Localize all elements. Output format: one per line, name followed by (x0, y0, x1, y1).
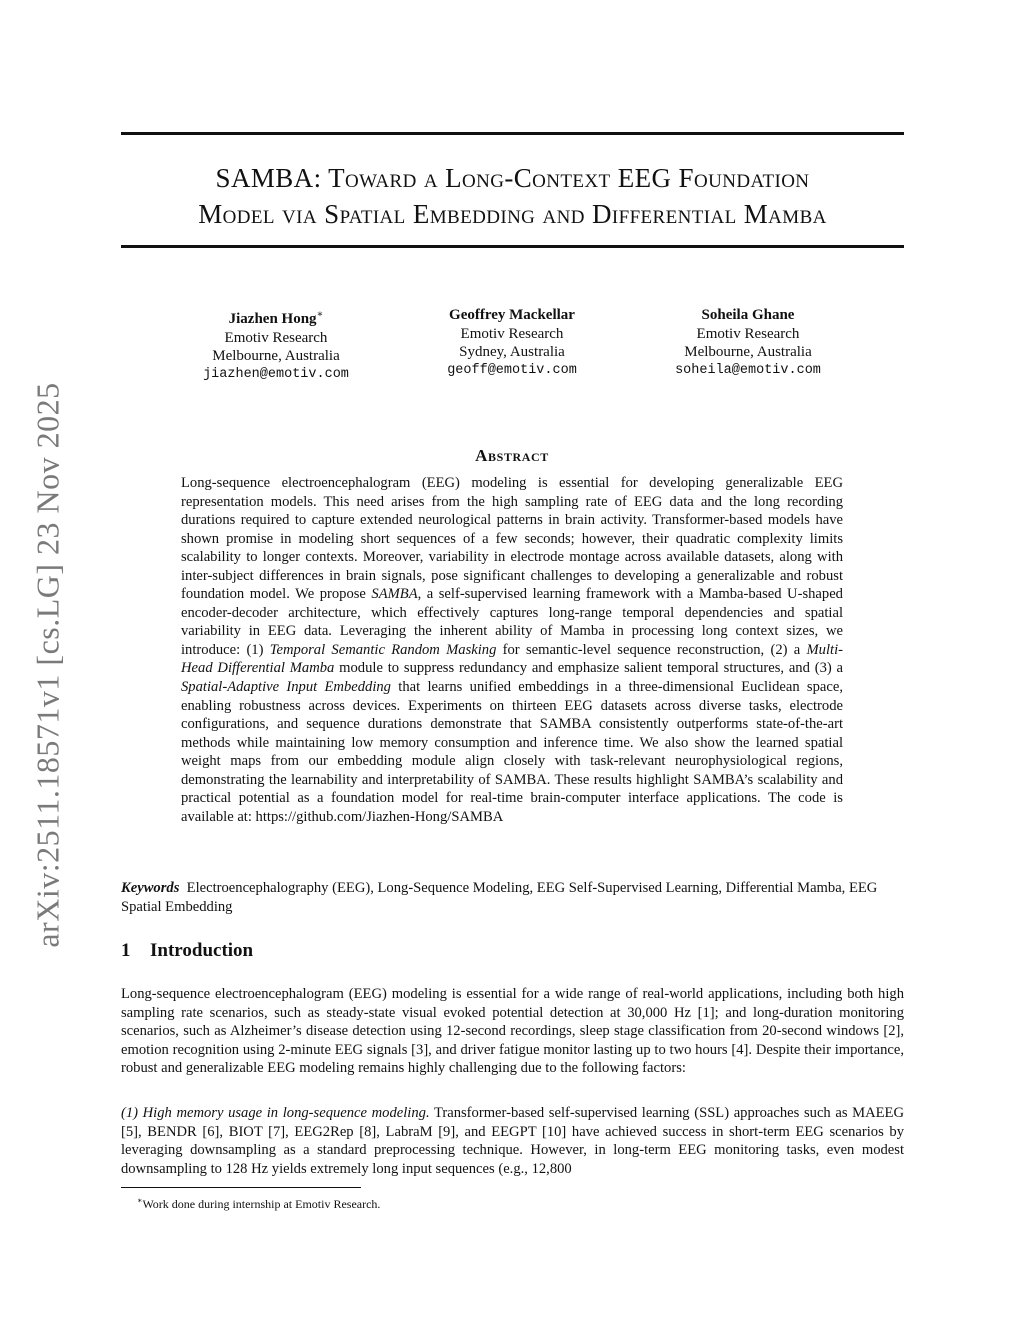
section-heading-introduction (121, 940, 253, 962)
keywords-label: Keywords (121, 880, 180, 896)
abstract-heading: Abstract (475, 446, 549, 465)
footnote (137, 1193, 380, 1212)
paragraph-lead: (1) High memory usage in long-sequence modeling. (121, 1105, 430, 1121)
title-bottom-rule (121, 245, 904, 248)
author-email[interactable]: geoff@emotiv.com (447, 362, 577, 378)
footnote-mark: ∗ (137, 1196, 143, 1205)
title-line-2: Model via Spatial Embedding and Differential Mamba (198, 199, 827, 229)
title-top-rule (121, 132, 904, 135)
author-1 (146, 306, 406, 384)
paper-title (121, 160, 904, 232)
intro-paragraph-2: (1) High memory usage in long-sequence modeling. Transformer-based self-supervised learning (SSL) approaches such as MAEEG [5], BENDR [6], BIOT [7], EEG2Rep [8], LabraM [9], and EEGPT [10] have achieved success in short-term EEG scenarios by leveraging downsampling as a standard preprocessing technique. However, in long-term EEG monitoring tasks, even modest downsampling to 128 Hz yields extremely long input sequences (e.g., 12,800 (121, 1105, 905, 1177)
method-term-1: Temporal Semantic Random Masking (269, 641, 497, 658)
author-email[interactable]: soheila@emotiv.com (675, 362, 821, 378)
arxiv-identifier-stamp: arXiv:2511.18571v1 [cs.LG] 23 Nov 2025 (29, 382, 66, 948)
author-location: Melbourne, Australia (212, 348, 340, 364)
samba-emphasis: SAMBA (371, 586, 418, 603)
author-affiliation: Emotiv Research (224, 329, 328, 346)
author-name: Geoffrey Mackellar (449, 307, 575, 323)
section-number: 1 (121, 940, 131, 961)
keywords-text: Electroencephalography (EEG), Long-Sequence Modeling, EEG Self-Supervised Learning, Differential Mamba, EEG Spatial Embedding (121, 880, 878, 915)
author-footnote-mark: ∗ (316, 309, 324, 320)
author-name: Jiazhen Hong∗ (228, 309, 324, 327)
author-email[interactable]: jiazhen@emotiv.com (203, 366, 349, 382)
intro-paragraph-1: Long-sequence electroencephalogram (EEG) modeling is essential for a wide range of real-world applications, including both high sampling rate scenarios, such as steady-state visual evoked potential detection at 30,000 Hz [1]; and long-duration monitoring scenarios, such as Alzheimer’s disease detection using 12-second recordings, sleep stage classification from 20-second windows [2], emotion recognition using 2-minute EEG signals [3], and driver fatigue monitor lasting up to two hours [4]. Despite their importance, robust and generalizable EEG modeling remains highly challenging due to the following factors: (121, 986, 904, 1077)
abstract-body: Long-sequence electroencephalogram (EEG) modeling is essential for developing generalizable EEG representation models. This need arises from the high sampling rate of EEG data and the long recording durations required to capture extended neurological patterns in brain activity. Transformer-based models have shown promise in modeling short sequences of a few seconds; however, their quadratic complexity limits scalability to longer contexts. Moreover, variability in electrode montage across available datasets, along with inter-subject differences in brain signals, pose significant challenges to developing a generalizable and robust foundation model. We propose SAMBA, a self-supervised learning framework with a Mamba-based U-shaped encoder-decoder architecture, which effectively captures long-range temporal dependencies and spatial variability in EEG data. Leveraging the inherent ability of Mamba in processing long context sizes, we introduce: (1) Temporal Semantic Random Masking for semantic-level sequence reconstruction, (2) a Multi-Head Differential Mamba module to suppress redundancy and emphasize salient temporal structures, and (3) a Spatial-Adaptive Input Embedding that learns unified embeddings in a three-dimensional Euclidean space, enabling robustness across devices. Experiments on thirteen EEG datasets across diverse tasks, electrode configurations, and sequence durations demonstrate that SAMBA consistently outperforms state-of-the-art methods while maintaining low memory consumption and inference time. We also show the learned spatial weight maps from our embedding module align closely with task-relevant neurophysiological regions, demonstrating the learnability and interpretability of SAMBA. These results highlight SAMBA’s scalability and practical potential as a foundation model for real-time brain-computer interface applications. The code is available at: https://github.com/Jiazhen-Hong/SAMBA (181, 475, 844, 825)
method-term-2: Multi-Head Differential Mamba (181, 641, 843, 677)
footnote-rule (121, 1187, 361, 1188)
author-affiliation: Emotiv Research (696, 325, 800, 342)
author-location: Melbourne, Australia (684, 344, 812, 360)
author-name: Soheila Ghane (701, 307, 795, 323)
method-term-3: Spatial-Adaptive Input Embedding (181, 679, 391, 696)
title-line-1: SAMBA: Toward a Long-Context EEG Foundation (215, 163, 810, 193)
author-3 (618, 306, 878, 380)
author-2 (382, 306, 642, 380)
section-title: Introduction (150, 940, 254, 961)
author-affiliation: Emotiv Research (460, 325, 564, 342)
author-location: Sydney, Australia (459, 344, 565, 360)
keywords (121, 879, 904, 916)
footnote-text: Work done during internship at Emotiv Research. (142, 1197, 381, 1211)
